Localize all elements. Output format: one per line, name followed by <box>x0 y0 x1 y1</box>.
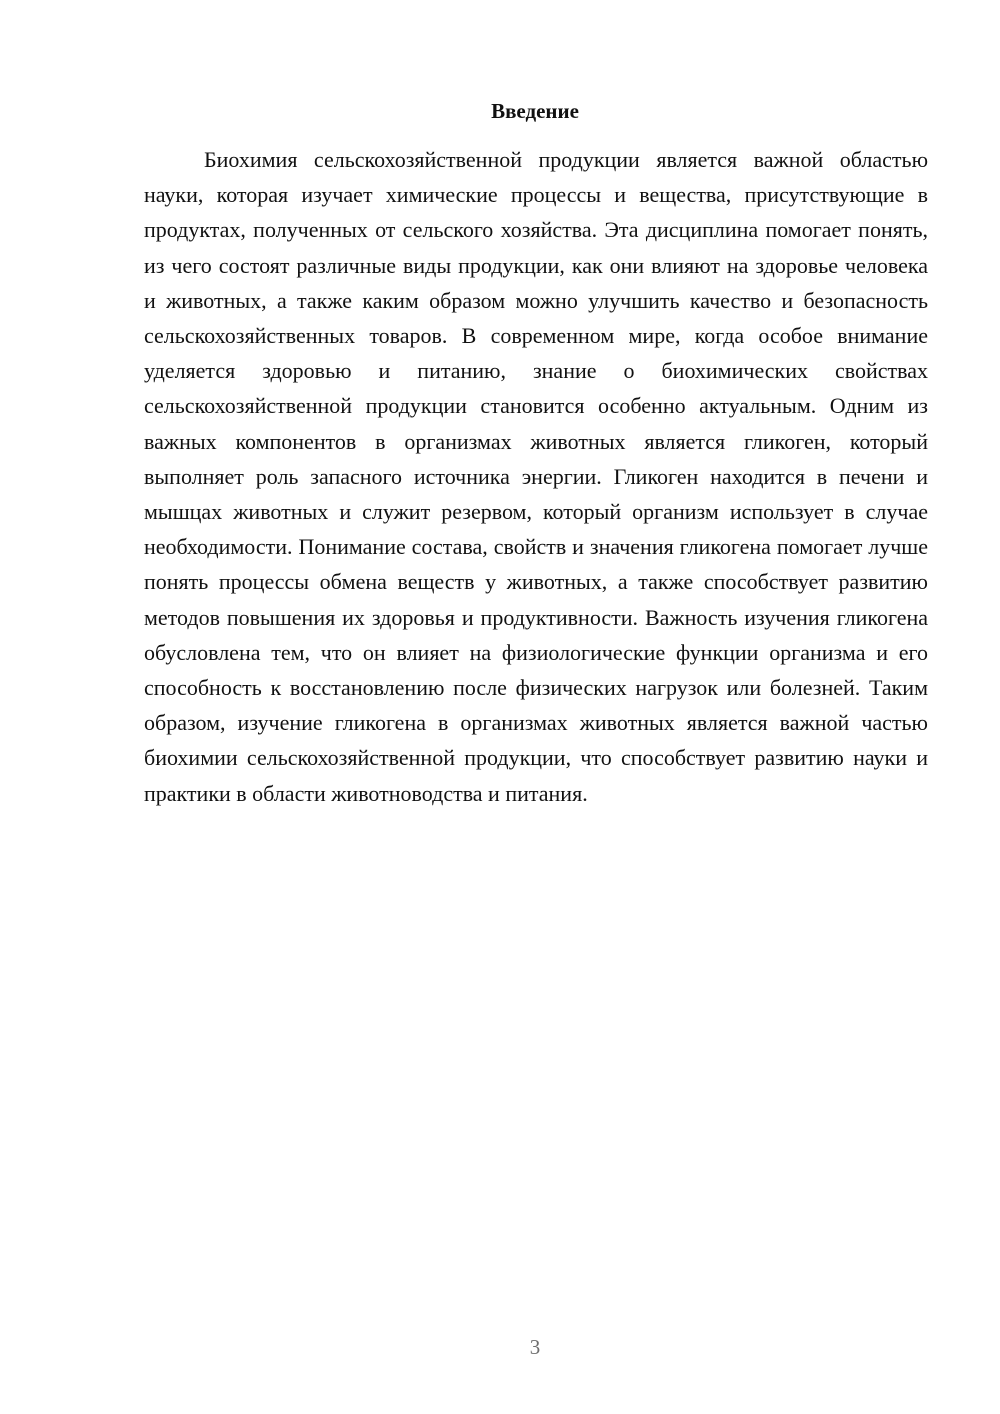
page-number: 3 <box>529 1335 541 1359</box>
body-paragraph: Биохимия сельскохозяйственной продукции является важной областью науки, которая изучает химические процессы и вещества, присутствующие в продуктах, полученных от сельского хозяйства. Эта дисциплина помогает понять, из чего состоят различные виды продукции, как они влияют на здоровье человека и животных, а также каким образом можно улучшить качество и безопасность сельскохозяйственных товаров. В современном мире, когда особое внимание уделяется здоровью и питанию, знание о биохимических свойствах сельскохозяйственной продукции становится особенно актуальным. Одним из важных компонентов в организмах животных является гликоген, который выполняет роль запасного источника энергии. Гликоген находится в печени и мышцах животных и служит резервом, который организм использует в случае необходимости. Понимание состава, свойств и значения гликогена помогает лучше понять процессы обмена веществ у животных, а также способствует развитию методов повышения их здоровья и продуктивности. Важность изучения гликогена обусловлена тем, что он влияет на физиологические функции организма и его способность к восстановлению после физических нагрузок или болезней. Таким образом, изучение гликогена в организмах животных является важной частью биохимии сельскохозяйственной продукции, что способствует развитию науки и практики в области животноводства и питания. <box>144 147 928 806</box>
page-title: Введение <box>491 99 579 123</box>
